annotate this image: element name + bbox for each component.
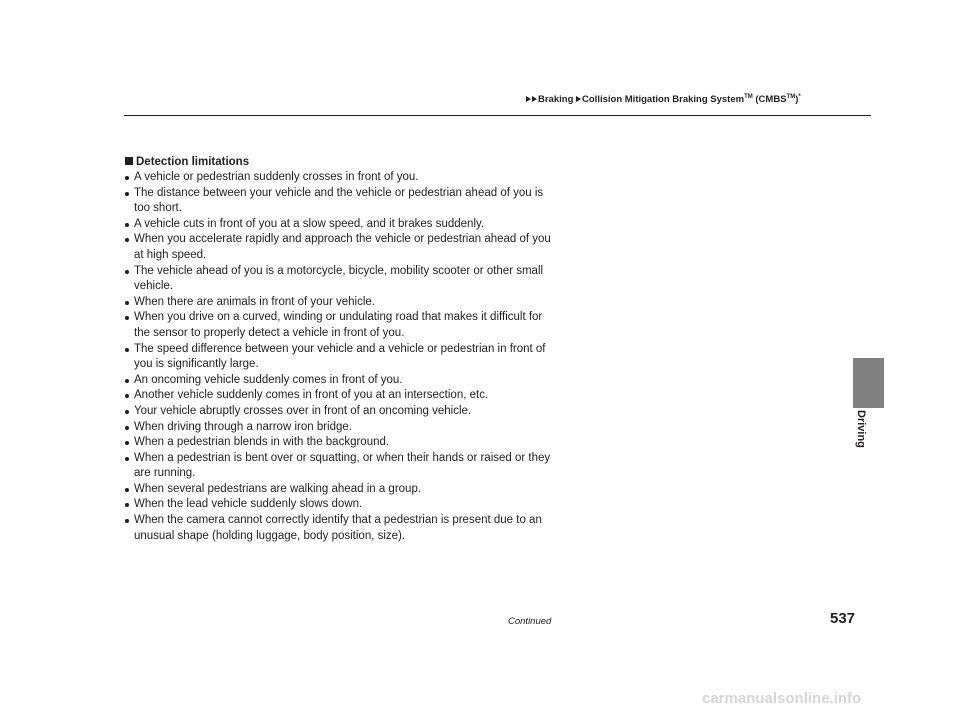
- section-heading-text: Detection limitations: [136, 156, 250, 168]
- section-heading: [125, 154, 557, 170]
- asterisk-mark: *: [798, 94, 801, 100]
- list-item: The speed difference between your vehicle and a vehicle or pedestrian in front of you is significantly large.: [125, 342, 557, 373]
- watermark: carmanualsonline.info: [702, 690, 862, 707]
- header-rule: [124, 115, 871, 116]
- list-item: When a pedestrian is bent over or squatting, or when their hands or raised or they are running.: [125, 451, 557, 482]
- list-item: When a pedestrian blends in with the background.: [125, 435, 557, 451]
- breadcrumb-abbr-close: ): [795, 94, 799, 106]
- list-item: When you accelerate rapidly and approach the vehicle or pedestrian ahead of you at high speed.: [125, 232, 557, 263]
- list-item: When driving through a narrow iron bridge.: [125, 420, 557, 436]
- section-tab[interactable]: [853, 358, 884, 408]
- list-item: When the lead vehicle suddenly slows down.: [125, 497, 557, 513]
- continued-note: Continued: [508, 616, 552, 627]
- breadcrumb: [526, 94, 801, 105]
- arrow-right-icon: [526, 96, 531, 102]
- list-item: When there are animals in front of your vehicle.: [125, 295, 557, 311]
- breadcrumb-topic[interactable]: Collision Mitigation Braking System: [582, 94, 745, 106]
- list-item: The distance between your vehicle and the vehicle or pedestrian ahead of you is too short.: [125, 186, 557, 217]
- list-item: An oncoming vehicle suddenly comes in front of you.: [125, 373, 557, 389]
- limitations-list: [125, 170, 557, 544]
- breadcrumb-section[interactable]: Braking: [538, 94, 574, 106]
- main-content: [125, 154, 557, 544]
- list-item: A vehicle or pedestrian suddenly crosses in front of you.: [125, 170, 557, 186]
- trademark-mark: TM: [744, 94, 753, 100]
- list-item: A vehicle cuts in front of you at a slow speed, and it brakes suddenly.: [125, 217, 557, 233]
- square-bullet-icon: [125, 157, 133, 165]
- arrow-right-icon: [576, 96, 581, 102]
- arrow-right-icon: [532, 96, 537, 102]
- list-item: When several pedestrians are walking ahead in a group.: [125, 482, 557, 498]
- trademark-mark: TM: [786, 94, 796, 100]
- list-item: Your vehicle abruptly crosses over in front of an oncoming vehicle.: [125, 404, 557, 420]
- list-item: Another vehicle suddenly comes in front of you at an intersection, etc.: [125, 388, 557, 404]
- list-item: When you drive on a curved, winding or undulating road that makes it difficult for the sensor to properly detect a vehicle in front of you.: [125, 310, 557, 341]
- list-item: When the camera cannot correctly identify that a pedestrian is present due to an unusual shape (holding luggage, body position, size).: [125, 513, 557, 544]
- breadcrumb-abbr-open: (CMBS: [752, 94, 787, 106]
- section-tab-label: Driving: [855, 410, 867, 448]
- page-number: 537: [830, 610, 856, 627]
- list-item: The vehicle ahead of you is a motorcycle, bicycle, mobility scooter or other small vehicle.: [125, 264, 557, 295]
